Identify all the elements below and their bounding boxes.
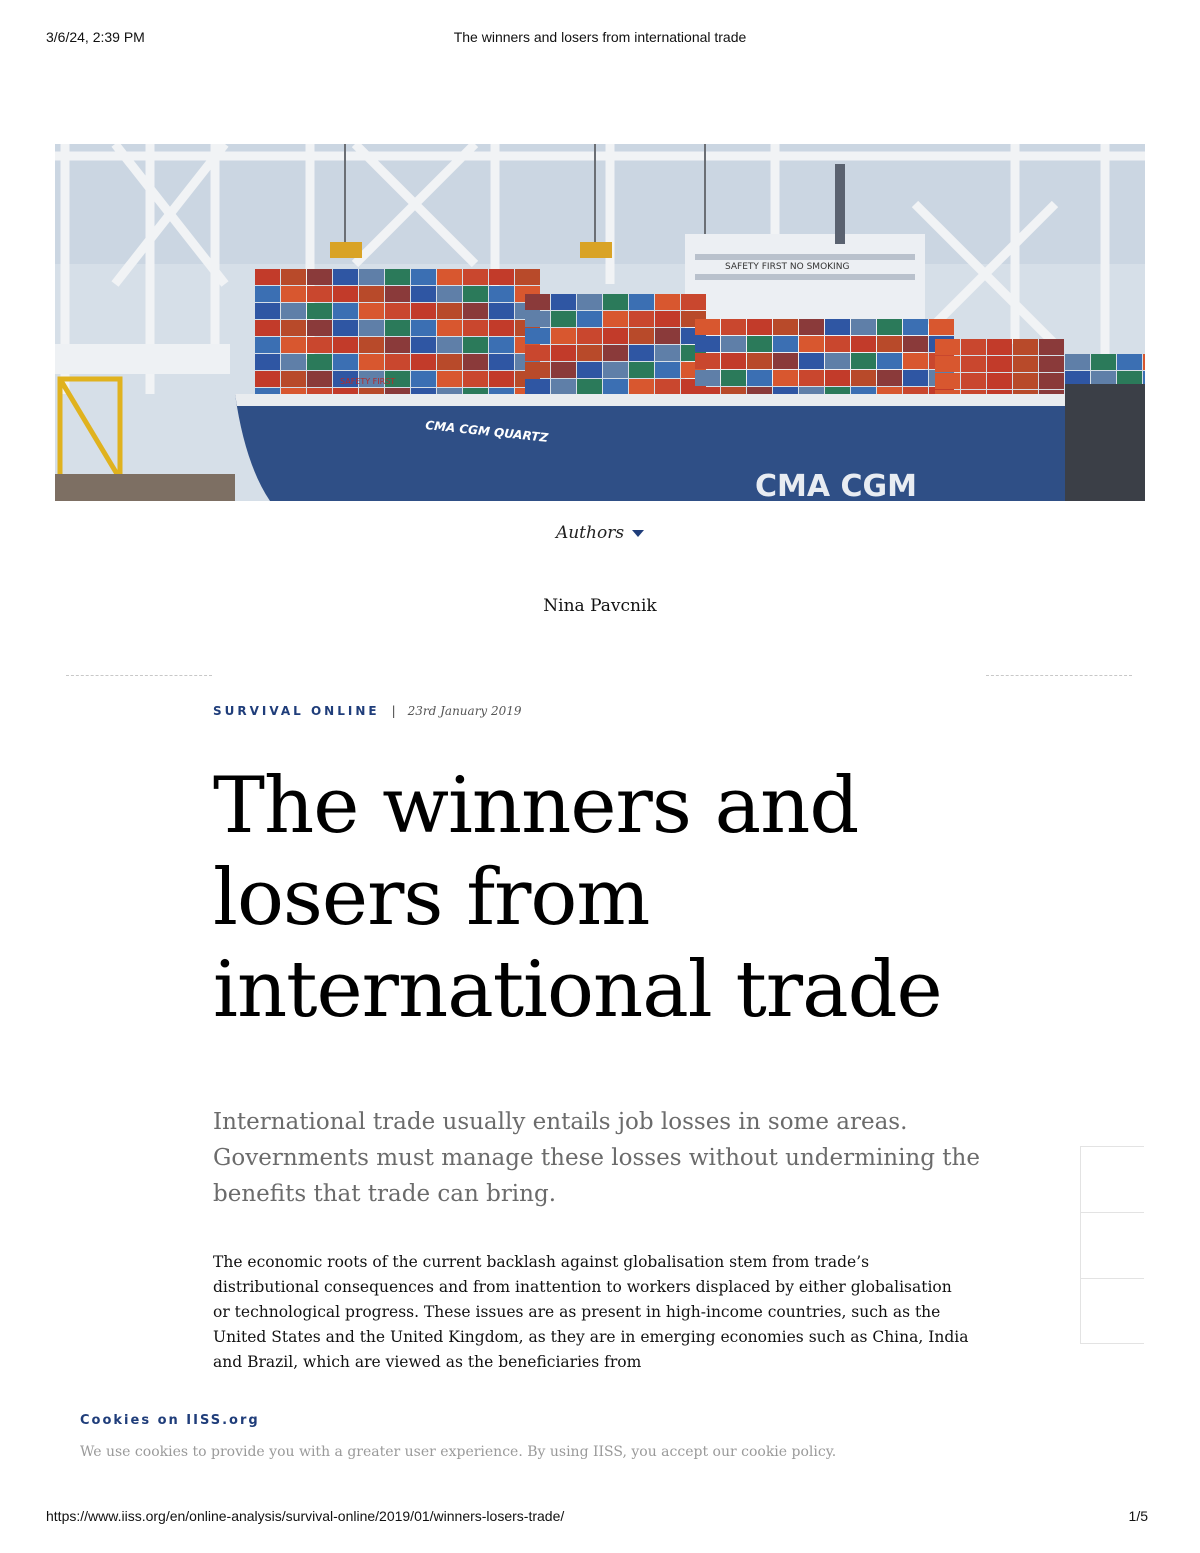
container-block <box>629 311 654 327</box>
authors-label: Authors <box>555 523 625 543</box>
container-block <box>851 319 876 335</box>
container-block <box>747 353 772 369</box>
container-block <box>551 311 576 327</box>
container-block <box>825 353 850 369</box>
container-block <box>603 379 628 395</box>
container-block <box>629 328 654 344</box>
article-standfirst: International trade usually entails job losses in some areas. Governments must manage these losses without undermining the benefits that trade can bring. <box>213 1109 980 1207</box>
container-block <box>577 328 602 344</box>
container-block <box>987 373 1012 389</box>
container-block <box>935 339 960 355</box>
caret-down-icon <box>632 530 644 537</box>
divider-right <box>986 675 1132 676</box>
container-block <box>655 379 680 395</box>
container-block <box>307 337 332 353</box>
container-block <box>695 353 720 369</box>
container-block <box>961 339 986 355</box>
author-link[interactable]: Nina Pavcnik <box>543 596 657 616</box>
container-block <box>281 286 306 302</box>
container-block <box>385 286 410 302</box>
container-block <box>463 320 488 336</box>
container-block <box>437 286 462 302</box>
container-block <box>437 269 462 285</box>
container-block <box>411 371 436 387</box>
container-block <box>681 294 706 310</box>
container-block <box>577 345 602 361</box>
container-block <box>603 345 628 361</box>
container-block <box>281 337 306 353</box>
container-block <box>525 311 550 327</box>
container-block <box>255 371 280 387</box>
container-block <box>629 345 654 361</box>
divider-left <box>66 675 212 676</box>
container-block <box>525 345 550 361</box>
container-block <box>1039 373 1064 389</box>
authors-dropdown-toggle[interactable] <box>0 523 1200 543</box>
container-block <box>255 269 280 285</box>
container-block <box>411 286 436 302</box>
container-block <box>551 328 576 344</box>
container-block <box>1091 354 1116 370</box>
container-block <box>281 354 306 370</box>
container-block <box>1065 354 1090 370</box>
container-block <box>359 303 384 319</box>
cookie-banner-title: Cookies on IISS.org <box>80 1413 260 1428</box>
container-block <box>437 371 462 387</box>
container-block <box>1117 354 1142 370</box>
container-block <box>577 362 602 378</box>
container-block <box>747 319 772 335</box>
container-block <box>515 269 540 285</box>
print-page-title: The winners and losers from international trade <box>453 29 747 45</box>
container-block <box>489 371 514 387</box>
meta-separator: | <box>391 704 396 718</box>
print-footer <box>0 1508 1200 1528</box>
container-block <box>577 311 602 327</box>
cookie-text-suffix: . <box>831 1444 837 1460</box>
print-url: https://www.iiss.org/en/online-analysis/survival-online/2019/01/winners-losers-trade/ <box>46 1508 565 1524</box>
container-block <box>799 319 824 335</box>
container-block <box>551 362 576 378</box>
share-button-1[interactable] <box>1080 1146 1144 1212</box>
container-block <box>385 269 410 285</box>
container-block <box>1143 354 1145 370</box>
container-block <box>655 362 680 378</box>
container-block <box>903 353 928 369</box>
container-block <box>281 303 306 319</box>
container-block <box>655 328 680 344</box>
hull-logo: CMA CGM <box>755 469 918 501</box>
container-block <box>851 353 876 369</box>
container-block <box>747 370 772 386</box>
container-block <box>411 303 436 319</box>
share-rail <box>1080 1146 1144 1344</box>
container-block <box>851 370 876 386</box>
container-block <box>577 294 602 310</box>
container-block <box>825 370 850 386</box>
container-block <box>255 286 280 302</box>
container-block <box>281 320 306 336</box>
cookie-text-prefix: We use cookies to provide you with a greater user experience. By using IISS, you accept our <box>80 1444 742 1460</box>
section-link[interactable]: SURVIVAL ONLINE <box>213 704 380 718</box>
container-block <box>525 362 550 378</box>
container-block <box>903 370 928 386</box>
container-block <box>1039 356 1064 372</box>
container-block <box>935 356 960 372</box>
article-body: The economic roots of the current backlash against globalisation stem from trade’s distributional consequences and from inattention to workers displaced by either globalisation or technological progress. These issues are as present in high-income countries, such as the United States and the United Kingdom, as they are in emerging economies such as China, India and Brazil, which are viewed as the beneficiaries from <box>213 1253 969 1371</box>
hull-name: CMA CGM QUARTZ <box>424 418 549 445</box>
container-block <box>281 371 306 387</box>
container-block <box>385 320 410 336</box>
container-block <box>903 336 928 352</box>
container-block <box>603 328 628 344</box>
container-block <box>359 286 384 302</box>
container-block <box>333 303 358 319</box>
container-block <box>359 354 384 370</box>
container-block <box>525 379 550 395</box>
article-title: The winners and losers from international trade <box>213 761 942 1035</box>
container-block <box>463 286 488 302</box>
container-block <box>799 353 824 369</box>
container-block <box>489 337 514 353</box>
container-block <box>411 354 436 370</box>
container-block <box>307 371 332 387</box>
container-block <box>1013 339 1038 355</box>
container-block <box>903 319 928 335</box>
print-header <box>0 29 1200 49</box>
container-block <box>359 320 384 336</box>
container-block <box>333 269 358 285</box>
container-block <box>281 269 306 285</box>
container-block <box>655 294 680 310</box>
container-block <box>437 354 462 370</box>
container-block <box>463 269 488 285</box>
print-datetime: 3/6/24, 2:39 PM <box>46 29 145 45</box>
publish-date: 23rd January 2019 <box>407 704 522 718</box>
container-block <box>603 294 628 310</box>
container-block <box>307 303 332 319</box>
container-block <box>359 269 384 285</box>
container-block <box>1013 356 1038 372</box>
container-block <box>551 294 576 310</box>
container-block <box>987 356 1012 372</box>
container-block <box>773 319 798 335</box>
page-indicator: 1/5 <box>1128 1508 1148 1524</box>
container-block <box>307 320 332 336</box>
container-block <box>255 354 280 370</box>
container-block <box>1039 339 1064 355</box>
container-block <box>525 294 550 310</box>
container-block <box>747 336 772 352</box>
container-block <box>333 320 358 336</box>
container-block <box>385 337 410 353</box>
container-block <box>877 336 902 352</box>
container-block <box>463 337 488 353</box>
container-block <box>385 303 410 319</box>
article-meta <box>213 702 522 720</box>
container-block <box>437 303 462 319</box>
container-block <box>489 354 514 370</box>
container-block <box>629 379 654 395</box>
container-block <box>799 370 824 386</box>
container-block <box>333 286 358 302</box>
container-block <box>877 370 902 386</box>
container-block <box>655 345 680 361</box>
cookie-banner-text <box>80 1444 836 1460</box>
container-block <box>359 337 384 353</box>
container-block <box>437 320 462 336</box>
container-block <box>877 319 902 335</box>
container-block <box>411 337 436 353</box>
container-block <box>935 373 960 389</box>
container-block <box>825 336 850 352</box>
share-button-2[interactable] <box>1080 1212 1144 1278</box>
container-block <box>721 370 746 386</box>
container-block <box>721 319 746 335</box>
container-block <box>721 353 746 369</box>
container-block <box>655 311 680 327</box>
container-block <box>603 362 628 378</box>
hero-image <box>55 144 1145 501</box>
container-block <box>695 319 720 335</box>
container-block <box>255 303 280 319</box>
container-block <box>929 319 954 335</box>
container-block <box>437 337 462 353</box>
bow-sign: SAFETY FIRST <box>340 377 396 386</box>
container-block <box>411 269 436 285</box>
container-block <box>721 336 746 352</box>
container-block <box>603 311 628 327</box>
container-block <box>463 371 488 387</box>
container-block <box>773 353 798 369</box>
container-block <box>551 379 576 395</box>
container-block <box>825 319 850 335</box>
container-block <box>695 336 720 352</box>
container-block <box>987 339 1012 355</box>
cookie-policy-link[interactable]: cookie policy <box>741 1444 832 1460</box>
container-block <box>851 336 876 352</box>
container-block <box>307 269 332 285</box>
container-block <box>629 362 654 378</box>
container-block <box>773 370 798 386</box>
container-block <box>411 320 436 336</box>
bridge-sign: SAFETY FIRST NO SMOKING <box>725 262 850 272</box>
container-block <box>489 286 514 302</box>
container-block <box>799 336 824 352</box>
container-block <box>255 337 280 353</box>
container-block <box>629 294 654 310</box>
container-block <box>489 303 514 319</box>
container-block <box>551 345 576 361</box>
container-ship-image <box>55 144 1145 501</box>
container-block <box>333 337 358 353</box>
container-block <box>961 356 986 372</box>
container-block <box>961 373 986 389</box>
container-block <box>1013 373 1038 389</box>
share-button-3[interactable] <box>1080 1278 1144 1344</box>
container-block <box>695 370 720 386</box>
container-block <box>255 320 280 336</box>
container-block <box>463 303 488 319</box>
container-block <box>307 354 332 370</box>
container-block <box>333 354 358 370</box>
container-block <box>577 379 602 395</box>
container-block <box>489 269 514 285</box>
container-block <box>463 354 488 370</box>
container-block <box>489 320 514 336</box>
container-block <box>385 354 410 370</box>
container-block <box>525 328 550 344</box>
container-block <box>307 286 332 302</box>
container-block <box>773 336 798 352</box>
container-block <box>877 353 902 369</box>
